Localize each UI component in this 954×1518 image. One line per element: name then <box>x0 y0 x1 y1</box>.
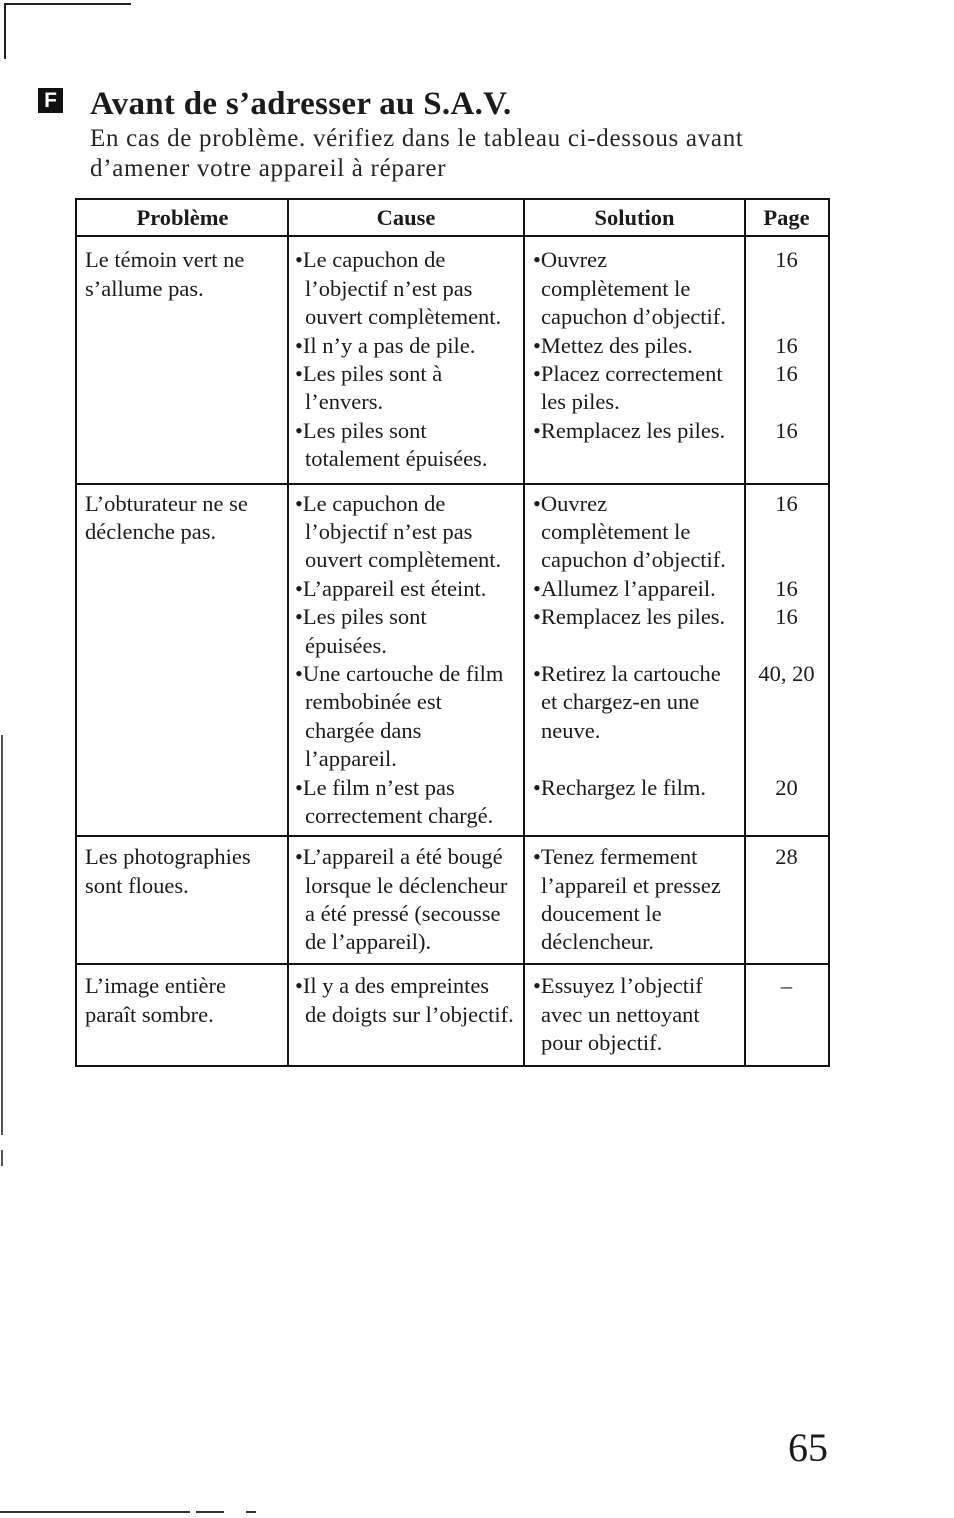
solution-cell <box>524 490 745 575</box>
table-header <box>77 200 828 237</box>
header-cause: Cause <box>376 205 436 230</box>
solution-text: capuchon d’objectif. <box>541 547 726 573</box>
solution-text: •Tenez fermement <box>533 844 698 870</box>
cause-cell <box>288 417 524 474</box>
solution-cell <box>524 332 745 360</box>
header-problem: Problème <box>136 205 229 230</box>
solution-text: •Retirez la cartouche <box>533 661 721 686</box>
cause-text: •Il y a des empreintes <box>295 973 490 999</box>
cause-text: •Les piles sont <box>295 604 427 630</box>
solution-cell <box>524 575 745 603</box>
solution-text: •Essuyez l’objectif <box>533 973 703 999</box>
problem-text: Le témoin vert ne <box>85 247 245 273</box>
table-row <box>77 485 828 837</box>
footer-rule <box>246 1511 256 1513</box>
cause-cell <box>288 660 524 774</box>
page-title: Avant de s’adresser au S.A.V. <box>90 86 512 122</box>
solution-text: pour objectif. <box>541 1030 663 1056</box>
page-ref: 40, 20 <box>758 661 815 686</box>
problem-cell <box>77 843 288 900</box>
table-row <box>77 237 828 485</box>
cause-text: l’envers. <box>305 389 384 415</box>
solution-cell <box>524 660 745 745</box>
cause-text: correctement chargé. <box>305 802 494 828</box>
cause-solution-item <box>288 575 828 603</box>
cause-text: l’objectif n’est pas <box>305 519 473 545</box>
page-cell <box>745 360 828 388</box>
page-ref: 16 <box>775 361 798 386</box>
problem-cell <box>77 972 288 1029</box>
crop-mark <box>4 3 131 5</box>
solution-text: neuve. <box>541 717 601 743</box>
problem-text: L’obturateur ne se <box>85 490 248 516</box>
header-solution: Solution <box>594 205 675 230</box>
cause-solution-item <box>288 603 828 660</box>
cause-solution-item <box>288 246 828 331</box>
page-ref: 28 <box>775 844 798 870</box>
solution-text: •Allumez l’appareil. <box>533 575 716 601</box>
column-divider <box>744 200 746 1065</box>
cause-cell <box>288 843 524 957</box>
cause-cell <box>288 360 524 417</box>
solution-text: avec un nettoyant <box>541 1001 700 1027</box>
solution-cell <box>524 603 745 631</box>
header-page: Page <box>763 205 810 230</box>
page-ref: 20 <box>775 774 798 800</box>
cause-text: totalement épuisées. <box>305 446 488 472</box>
problem-text: sont floues. <box>85 872 189 898</box>
cause-solution-item <box>288 332 828 360</box>
page-cell <box>745 603 828 631</box>
problem-text: L’image entière <box>85 973 226 999</box>
cause-text: •Les piles sont <box>295 417 427 443</box>
troubleshooting-table <box>75 198 830 1067</box>
cause-solution-item <box>288 972 828 1057</box>
page-ref: 16 <box>775 417 798 443</box>
crop-mark <box>4 3 6 59</box>
cause-text: ouvert complètement. <box>305 547 502 573</box>
cause-text: lorsque le déclencheur <box>305 872 508 898</box>
cause-solution-item <box>288 360 828 417</box>
footer-rule <box>196 1511 224 1513</box>
solution-text: et chargez-en une <box>541 689 700 715</box>
solution-text: doucement le <box>541 901 662 926</box>
cause-solution-item <box>288 660 828 774</box>
page-ref: 16 <box>775 332 798 358</box>
solution-cell <box>524 972 745 1057</box>
intro-line: d’amener votre appareil à réparer <box>90 155 447 182</box>
solution-text: capuchon d’objectif. <box>541 304 726 330</box>
cause-text: •L’appareil a été bougé <box>295 844 503 870</box>
page-cell <box>745 246 828 274</box>
cause-text: de l’appareil). <box>305 929 432 955</box>
solution-text: •Remplacez les piles. <box>533 604 726 630</box>
page-cell <box>745 774 828 802</box>
page-ref: 16 <box>775 575 798 601</box>
problem-text: Les photographies <box>85 844 251 870</box>
page-cell <box>745 972 828 1000</box>
solution-text: •Ouvrez <box>533 247 608 273</box>
solution-text: complètement le <box>541 275 691 301</box>
cause-text: •Les piles sont à <box>295 361 443 386</box>
cause-cell <box>288 332 524 360</box>
page-ref: – <box>780 973 793 999</box>
cause-cell <box>288 603 524 660</box>
solution-cell <box>524 843 745 957</box>
scan-edge-mark <box>1 1150 3 1166</box>
problem-cell <box>77 246 288 303</box>
cause-text: •Il n’y a pas de pile. <box>295 332 476 358</box>
cause-text: •Le film n’est pas <box>295 774 455 800</box>
cause-text: ouvert complètement. <box>305 304 502 330</box>
scan-edge-mark <box>1 735 3 1135</box>
cause-text: épuisées. <box>305 632 387 658</box>
intro-paragraph <box>90 124 744 184</box>
cause-text: rembobinée est <box>305 689 442 715</box>
cause-text: •Le capuchon de <box>295 490 446 516</box>
cause-cell <box>288 490 524 575</box>
solution-text: l’appareil et pressez <box>541 872 721 898</box>
section-badge: F <box>38 88 63 113</box>
cause-solution-item <box>288 490 828 575</box>
solution-text: •Mettez des piles. <box>533 332 693 358</box>
solution-text: déclencheur. <box>541 929 655 955</box>
cause-solution-item <box>288 843 828 957</box>
cause-text: •Le capuchon de <box>295 247 446 273</box>
page-ref: 16 <box>775 247 798 273</box>
cause-text: l’objectif n’est pas <box>305 275 473 301</box>
cause-cell <box>288 575 524 603</box>
page-number: 65 <box>788 1425 828 1470</box>
solution-text: complètement le <box>541 519 691 545</box>
problem-text: s’allume pas. <box>85 275 204 301</box>
cause-cell <box>288 774 524 831</box>
solution-cell <box>524 774 745 802</box>
page-cell <box>745 490 828 518</box>
page-ref: 16 <box>775 604 798 630</box>
page-cell <box>745 332 828 360</box>
cause-text: l’appareil. <box>305 746 397 772</box>
page-cell <box>745 843 828 871</box>
page-cell <box>745 417 828 445</box>
cause-text: •L’appareil est éteint. <box>295 575 487 601</box>
solution-cell <box>524 417 745 445</box>
cause-cell <box>288 246 524 331</box>
page-cell <box>745 660 828 688</box>
solution-text: •Remplacez les piles. <box>533 417 726 443</box>
page-cell <box>745 575 828 603</box>
column-divider <box>287 200 289 1065</box>
solution-cell <box>524 246 745 331</box>
cause-cell <box>288 972 524 1029</box>
table-row <box>77 837 828 965</box>
solution-text: •Rechargez le film. <box>533 774 707 800</box>
solution-cell <box>524 360 745 417</box>
solution-text: les piles. <box>541 389 620 415</box>
solution-text: •Ouvrez <box>533 490 608 516</box>
column-divider <box>523 200 525 1065</box>
problem-cell <box>77 490 288 547</box>
problem-text: déclenche pas. <box>85 519 217 545</box>
cause-text: de doigts sur l’objectif. <box>305 1001 514 1027</box>
cause-solution-item <box>288 774 828 831</box>
intro-line: En cas de problème. vérifiez dans le tableau ci-dessous avant <box>90 125 744 152</box>
cause-text: a été pressé (secousse <box>305 901 501 926</box>
table-row <box>77 965 828 1065</box>
cause-text: •Une cartouche de film <box>295 661 504 686</box>
footer-rule <box>0 1511 190 1513</box>
page-ref: 16 <box>775 490 798 516</box>
cause-text: chargée dans <box>305 717 422 743</box>
cause-solution-item <box>288 417 828 474</box>
solution-text: •Placez correctement <box>533 361 723 386</box>
problem-text: paraît sombre. <box>85 1001 214 1027</box>
